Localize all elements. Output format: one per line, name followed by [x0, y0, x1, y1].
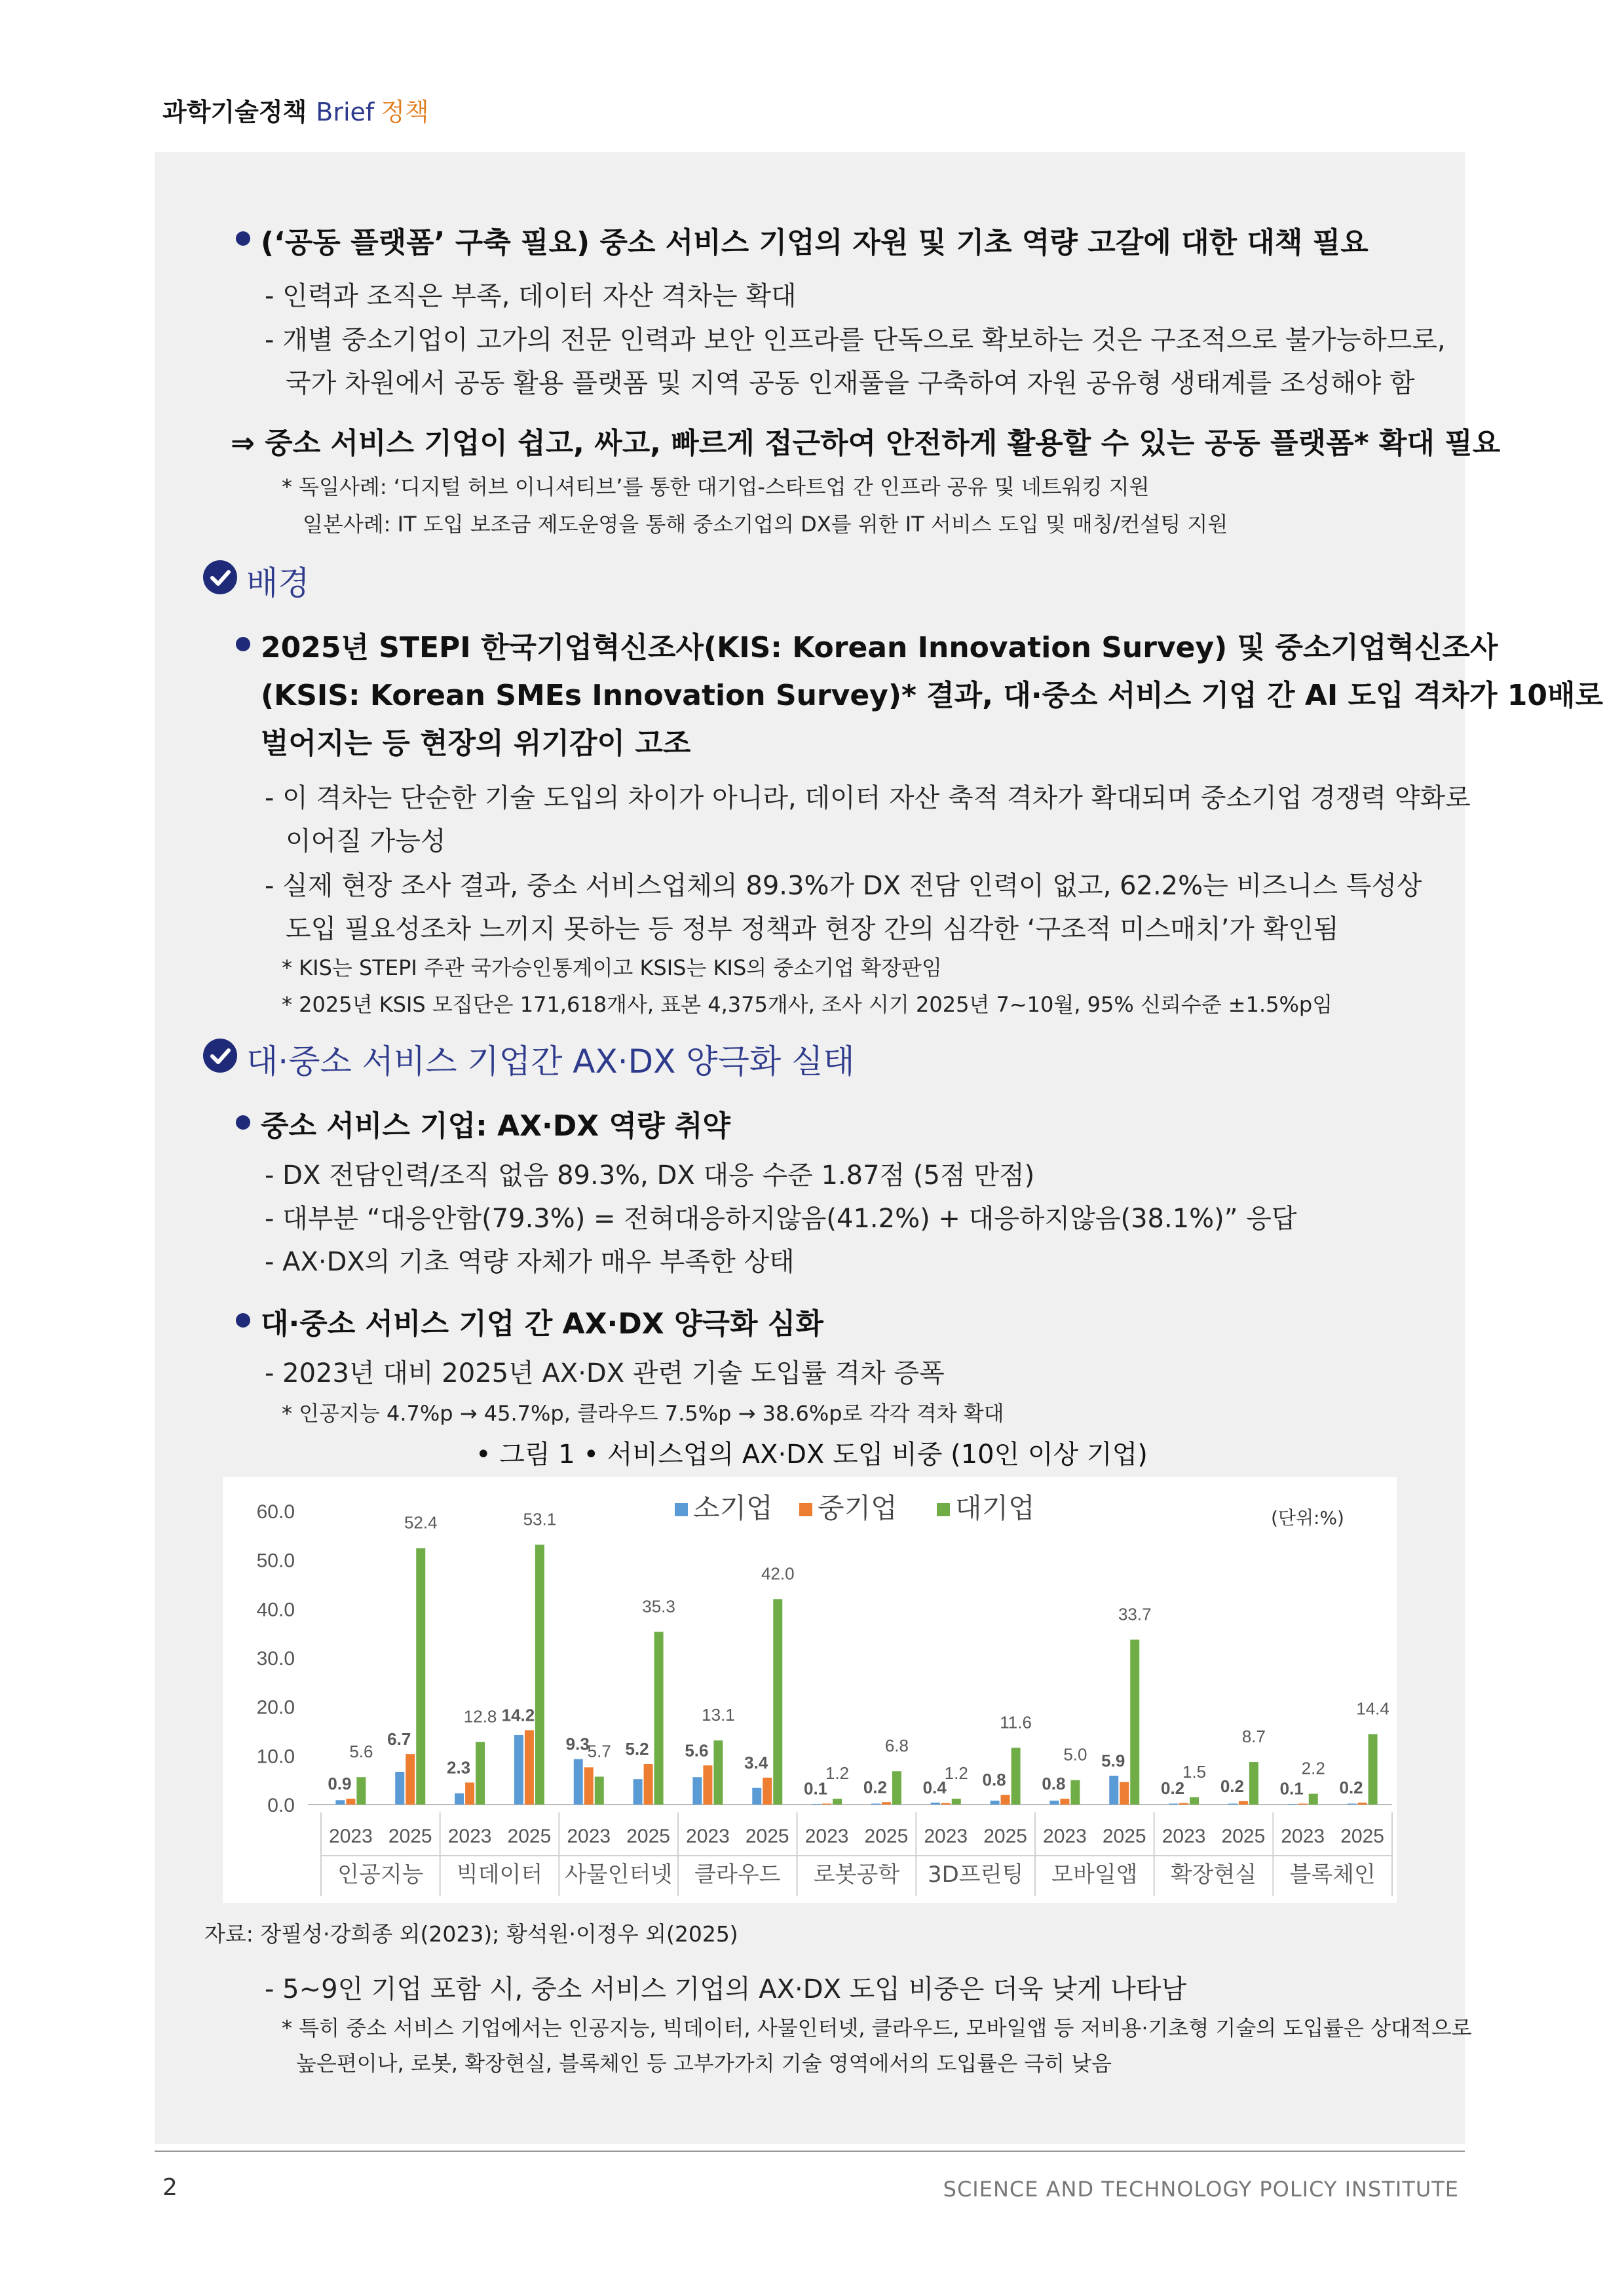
bar	[1070, 1780, 1080, 1805]
bar	[752, 1788, 761, 1805]
legend-label: 중기업	[818, 1492, 897, 1524]
y-tick-label: 20.0	[256, 1696, 295, 1719]
header-brief: Brief	[316, 98, 375, 126]
bar	[514, 1735, 523, 1805]
data-label: 6.8	[884, 1736, 909, 1756]
bar	[1011, 1748, 1021, 1805]
bullet-dot	[236, 1313, 250, 1328]
bar	[812, 1804, 821, 1805]
bar	[871, 1804, 880, 1805]
data-label: 0.8	[1042, 1774, 1066, 1794]
page-number: 2	[162, 2174, 178, 2201]
data-label: 1.2	[825, 1763, 850, 1784]
data-label: 0.8	[982, 1770, 1006, 1790]
legend-swatch	[799, 1503, 812, 1516]
bar	[1288, 1804, 1297, 1805]
x-tick-year: 2025	[1221, 1826, 1266, 1847]
note: 일본사례: IT 도입 보조금 제도운영을 통해 중소기업의 DX를 위한 IT 서비스 도입 및 매칭/컨설팅 지원	[303, 512, 1228, 537]
bullet-capacity: 중소 서비스 기업: AX·DX 역량 취약	[261, 1109, 730, 1143]
y-tick-label: 10.0	[256, 1746, 295, 1768]
bar	[644, 1764, 653, 1805]
bar	[991, 1801, 1000, 1805]
bar	[335, 1800, 345, 1805]
x-tick-year: 2025	[507, 1826, 552, 1847]
bar	[1348, 1804, 1357, 1805]
bar	[356, 1777, 366, 1805]
bar	[822, 1804, 831, 1805]
bar	[1190, 1797, 1199, 1805]
bar	[1228, 1804, 1237, 1805]
x-category-label: 사물인터넷	[565, 1862, 673, 1888]
bar	[763, 1778, 772, 1805]
data-label: 42.0	[761, 1563, 795, 1584]
dash-item: - 5~9인 기업 포함 시, 중소 서비스 기업의 AX·DX 도입 비중은 더욱 낮게 나타남	[265, 1974, 1187, 2004]
data-label: 0.2	[863, 1777, 887, 1797]
figure-caption: • 그림 1 • 서비스업의 AX·DX 도입 비중 (10인 이상 기업)	[476, 1440, 1148, 1470]
x-tick-year: 2025	[626, 1826, 670, 1847]
data-label: 5.7	[587, 1741, 611, 1761]
bar	[1239, 1801, 1248, 1805]
dash-item: - DX 전담인력/조직 없음 89.3%, DX 대응 수준 1.87점 (5점 만점)	[265, 1160, 1035, 1191]
data-label: 0.4	[922, 1778, 947, 1798]
bar	[1060, 1799, 1069, 1805]
data-label: 9.3	[565, 1734, 590, 1754]
bar	[455, 1793, 464, 1805]
x-tick-year: 2023	[447, 1826, 492, 1847]
bar	[952, 1799, 961, 1805]
data-label: 0.2	[1339, 1778, 1363, 1798]
bullet-survey-line1: 2025년 STEPI 한국기업혁신조사(KIS: Korean Innovation Survey) 및 중소기업혁신조사	[261, 631, 1498, 664]
institute-name: SCIENCE AND TECHNOLOGY POLICY INSTITUTE	[943, 2177, 1459, 2202]
data-label: 5.2	[625, 1739, 649, 1759]
unit-label: (단위:%)	[1271, 1507, 1344, 1529]
bar	[633, 1779, 643, 1805]
bar	[1130, 1639, 1139, 1805]
x-tick-year: 2023	[567, 1826, 611, 1847]
bar	[892, 1771, 901, 1805]
bullet-gap: 대·중소 서비스 기업 간 AX·DX 양극화 심화	[261, 1307, 823, 1341]
running-header	[162, 92, 429, 128]
legend-swatch	[937, 1503, 950, 1516]
data-label: 0.1	[804, 1778, 828, 1799]
data-label: 11.6	[1000, 1712, 1032, 1732]
bar	[574, 1759, 583, 1805]
x-category-label: 모바일앱	[1051, 1862, 1138, 1888]
bullet-dot	[236, 1115, 250, 1130]
bar	[703, 1765, 712, 1805]
bar	[1179, 1803, 1188, 1805]
dash-item-cont: 이어질 가능성	[286, 826, 446, 856]
chart-area	[223, 1477, 1397, 1903]
data-label: 8.7	[1241, 1727, 1266, 1747]
bar	[833, 1799, 842, 1805]
data-label: 5.9	[1101, 1750, 1125, 1770]
x-category-label: 인공지능	[337, 1862, 424, 1888]
x-tick-year: 2025	[864, 1826, 909, 1847]
y-tick-label: 60.0	[256, 1501, 295, 1523]
x-tick-year: 2023	[1161, 1826, 1206, 1847]
bar-chart	[223, 1477, 1397, 1903]
bar	[931, 1803, 940, 1805]
section-title-background: 배경	[246, 564, 310, 602]
bar	[1169, 1804, 1178, 1805]
dash-item: - 인력과 조직은 부족, 데이터 자산 격차는 확대	[265, 281, 797, 311]
note: 높은편이나, 로봇, 확장현실, 블록체인 등 고부가가치 기술 영역에서의 도입률은 극히 낮음	[296, 2051, 1112, 2076]
x-tick-year: 2025	[1340, 1826, 1384, 1847]
data-label: 12.8	[463, 1706, 497, 1727]
y-tick-label: 40.0	[256, 1599, 295, 1621]
bar	[395, 1772, 404, 1805]
header-series: 과학기술정책	[162, 98, 307, 126]
x-tick-year: 2023	[329, 1826, 373, 1847]
bar	[406, 1754, 415, 1805]
data-label: 35.3	[642, 1596, 675, 1617]
dash-item: - AX·DX의 기초 역량 자체가 매우 부족한 상태	[265, 1247, 795, 1277]
legend-swatch	[675, 1503, 688, 1516]
bar	[1369, 1734, 1378, 1805]
data-label: 33.7	[1118, 1604, 1152, 1624]
note: * 2025년 KSIS 모집단은 171,618개사, 표본 4,375개사, 조사 시기 2025년 7~10월, 95% 신뢰수준 ±1.5%p임	[282, 992, 1333, 1017]
bullet-platform: (‘공동 플랫폼’ 구축 필요) 중소 서비스 기업의 자원 및 기초 역량 고갈에 대한 대책 필요	[261, 226, 1369, 259]
figure-source: 자료: 장필성·강희종 외(2023); 황석원·이정우 외(2025)	[204, 1921, 738, 1947]
x-tick-year: 2025	[1102, 1826, 1146, 1847]
bar	[941, 1803, 951, 1805]
section-title-polarization: 대·중소 서비스 기업간 AX·DX 양극화 실태	[246, 1043, 855, 1081]
bar	[1298, 1804, 1308, 1805]
bar	[1120, 1782, 1129, 1805]
bar	[1358, 1803, 1367, 1805]
data-label: 1.2	[944, 1763, 968, 1784]
bar	[584, 1767, 594, 1805]
bar	[1109, 1776, 1118, 1805]
data-label: 0.2	[1161, 1778, 1185, 1798]
y-tick-label: 50.0	[256, 1550, 295, 1572]
bar	[465, 1782, 474, 1805]
x-tick-year: 2025	[388, 1826, 432, 1847]
note: * 독일사례: ‘디지털 허브 이니셔티브’를 통한 대기업-스타트업 간 인프라 공유 및 네트워킹 지원	[282, 474, 1150, 499]
dash-item-cont: 국가 차원에서 공동 활용 플랫폼 및 지역 공동 인재풀을 구축하여 자원 공유형 생태계를 조성해야 함	[286, 368, 1415, 398]
bar	[692, 1777, 702, 1805]
bar	[713, 1740, 723, 1805]
x-tick-year: 2023	[1281, 1826, 1325, 1847]
bar	[1309, 1794, 1318, 1805]
note: * KIS는 STEPI 주관 국가승인통계이고 KSIS는 KIS의 중소기업 확장판임	[282, 955, 942, 980]
x-tick-year: 2025	[745, 1826, 789, 1847]
dash-item: - 이 격차는 단순한 기술 도입의 차이가 아니라, 데이터 자산 축적 격차가 확대되며 중소기업 경쟁력 약화로	[265, 783, 1471, 813]
bar	[1001, 1795, 1010, 1805]
y-tick-label: 0.0	[267, 1795, 295, 1816]
data-label: 2.3	[447, 1757, 471, 1778]
conclusion-arrow: ⇒ 중소 서비스 기업이 쉽고, 싸고, 빠르게 접근하여 안전하게 활용할 수 있는 공동 플랫폼* 확대 필요	[231, 427, 1501, 460]
data-label: 5.6	[349, 1742, 373, 1762]
data-label: 13.1	[702, 1705, 735, 1725]
dash-item: - 실제 현장 조사 결과, 중소 서비스업체의 89.3%가 DX 전담 인력이 없고, 62.2%는 비즈니스 특성상	[265, 871, 1422, 901]
check-icon	[203, 560, 237, 594]
data-label: 6.7	[387, 1729, 411, 1750]
bar	[882, 1802, 891, 1805]
x-tick-year: 2023	[924, 1826, 968, 1847]
bar	[595, 1776, 604, 1805]
data-label: 3.4	[744, 1752, 768, 1772]
note: * 인공지능 4.7%p → 45.7%p, 클라우드 7.5%p → 38.6%p로 각각 격차 확대	[282, 1401, 1004, 1426]
data-label: 0.9	[328, 1774, 352, 1794]
x-tick-year: 2023	[804, 1826, 849, 1847]
x-category-label: 로봇공학	[813, 1862, 900, 1888]
bar	[773, 1599, 782, 1805]
bullet-dot	[236, 637, 250, 651]
data-label: 0.1	[1279, 1778, 1304, 1799]
x-category-label: 빅데이터	[456, 1862, 543, 1888]
bar	[346, 1799, 355, 1805]
dash-item: - 대부분 “대응안함(79.3%) = 전혀대응하지않음(41.2%) + 대응하지않음(38.1%)” 응답	[265, 1204, 1297, 1234]
data-label: 5.6	[685, 1740, 709, 1761]
data-label: 53.1	[523, 1509, 557, 1529]
legend-label: 소기업	[693, 1492, 773, 1524]
data-label: 2.2	[1301, 1758, 1325, 1778]
data-label: 0.2	[1220, 1776, 1244, 1796]
bullet-survey-line2: (KSIS: Korean SMEs Innovation Survey)* 결과, 대·중소 서비스 기업 간 AI 도입 격차가 10배로	[261, 679, 1603, 712]
x-tick-year: 2023	[1043, 1826, 1087, 1847]
footer-divider	[155, 2151, 1465, 2152]
x-tick-year: 2023	[686, 1826, 730, 1847]
dash-item-cont: 도입 필요성조차 느끼지 못하는 등 정부 정책과 현장 간의 심각한 ‘구조적 미스매치’가 확인됨	[286, 914, 1339, 944]
data-label: 14.2	[501, 1705, 535, 1725]
data-label: 5.0	[1063, 1744, 1087, 1765]
x-category-label: 3D프린팅	[927, 1862, 1024, 1888]
bar	[476, 1742, 485, 1805]
data-label: 52.4	[404, 1512, 438, 1533]
bar	[535, 1545, 544, 1805]
x-category-label: 클라우드	[694, 1862, 781, 1888]
data-label: 1.5	[1182, 1761, 1207, 1782]
x-category-label: 블록체인	[1289, 1862, 1376, 1888]
header-category: 정책	[381, 98, 429, 126]
bullet-survey-line3: 벌어지는 등 현장의 위기감이 고조	[261, 727, 691, 760]
dash-item: - 2023년 대비 2025년 AX·DX 관련 기술 도입률 격차 증폭	[265, 1358, 945, 1388]
dash-item: - 개별 중소기업이 고가의 전문 인력과 보안 인프라를 단독으로 확보하는 것은 구조적으로 불가능하므로,	[265, 325, 1446, 355]
bullet-dot	[236, 231, 250, 246]
data-label: 14.4	[1356, 1698, 1389, 1719]
check-icon	[203, 1039, 237, 1073]
bar	[525, 1731, 534, 1805]
legend-label: 대기업	[955, 1492, 1035, 1524]
bar	[1249, 1762, 1258, 1805]
bar	[654, 1632, 664, 1805]
bar	[416, 1548, 425, 1805]
y-tick-label: 30.0	[256, 1648, 295, 1670]
x-tick-year: 2025	[983, 1826, 1027, 1847]
note: * 특히 중소 서비스 기업에서는 인공지능, 빅데이터, 사물인터넷, 클라우드, 모바일앱 등 저비용·기초형 기술의 도입률은 상대적으로	[282, 2016, 1472, 2040]
x-category-label: 확장현실	[1170, 1862, 1257, 1888]
bar	[1049, 1801, 1059, 1805]
